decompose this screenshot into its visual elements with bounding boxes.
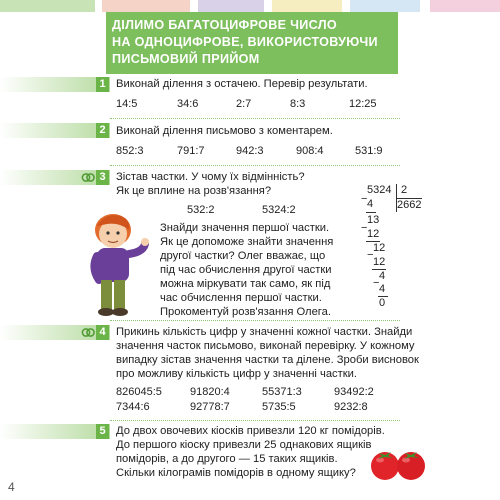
- tab-stripe: [272, 0, 342, 12]
- minus-sign: −: [367, 249, 374, 261]
- expression: 5324:2: [262, 204, 296, 216]
- task-text: Скільки кілограмів помідорів в одному ящику?: [116, 467, 356, 479]
- task-text: значення часток письмово, виконай перевірку. У кожному: [116, 340, 415, 352]
- division-step: 13: [367, 214, 380, 226]
- division-step: 12: [373, 256, 386, 268]
- expression: 532:2: [187, 204, 215, 216]
- tab-stripe: [102, 0, 190, 12]
- task-text: До двох овочевих кіосків привезли 120 кг помідорів.: [116, 425, 385, 437]
- color-tabs: [0, 0, 500, 12]
- task-text: випадку зістав значення частки та ділене. Зроби висновок: [116, 354, 419, 366]
- division-step: 4: [379, 283, 386, 295]
- title-line: ДІЛИМО БАГАТОЦИФРОВЕ ЧИСЛО: [112, 18, 337, 32]
- division-step: 0: [379, 297, 386, 309]
- expression: 12:25: [349, 98, 377, 110]
- task-number: 3: [96, 170, 109, 185]
- long-division: [363, 184, 423, 309]
- task-text: Як це вплине на розв'язання?: [116, 185, 272, 197]
- pair-work-icon: [81, 171, 95, 184]
- task-paragraph: Як це допоможе знайти значення: [160, 236, 334, 248]
- expression: 942:3: [236, 145, 264, 157]
- division-step: 4: [367, 198, 374, 210]
- task-number: 4: [96, 325, 109, 340]
- expression: 92778:7: [190, 401, 230, 413]
- expression: 852:3: [116, 145, 144, 157]
- quotient: 2662: [397, 199, 422, 211]
- task-bar: [0, 77, 110, 92]
- task-text: Виконай ділення письмово з коментарем.: [116, 125, 333, 137]
- dividend: 5324: [367, 184, 392, 196]
- division-step: 4: [379, 270, 386, 282]
- page-number: 4: [8, 480, 15, 494]
- task-number: 5: [96, 424, 109, 439]
- expression: 531:9: [355, 145, 383, 157]
- expression: 8:3: [290, 98, 306, 110]
- expression: 826045:5: [116, 386, 162, 398]
- task-text: Зістав частки. У чому їх відмінність?: [116, 171, 305, 183]
- task-bar: [0, 123, 110, 138]
- separator: [110, 420, 400, 421]
- task-text: Прикинь кількість цифр у значенні кожної частки. Знайди: [116, 326, 413, 338]
- task-text: про можливу кількість цифр у значенні частки.: [116, 368, 358, 380]
- task-paragraph: другої частки? Олег вважає, що: [160, 250, 326, 262]
- minus-sign: −: [361, 222, 368, 234]
- task-paragraph: можна міркувати так само, як під: [160, 278, 331, 290]
- task-number: 1: [96, 77, 109, 92]
- minus-sign: −: [361, 193, 368, 205]
- division-line: [366, 212, 376, 213]
- tab-stripe: [198, 0, 264, 12]
- division-step: 12: [367, 228, 380, 240]
- tab-stripe: [0, 0, 95, 12]
- task-number: 2: [96, 123, 109, 138]
- task-paragraph: Прокоментуй розв'язання Олега.: [160, 306, 331, 318]
- expression: 55371:3: [262, 386, 302, 398]
- tab-stripe: [350, 0, 420, 12]
- task-paragraph: під час обчислення другої частки: [160, 264, 332, 276]
- separator: [110, 118, 400, 119]
- boy-illustration: [75, 208, 155, 320]
- task-bar: [0, 424, 110, 439]
- tomatoes-illustration: [368, 446, 430, 482]
- expression: 5735:5: [262, 401, 296, 413]
- task-paragraph: час обчислення першої частки.: [160, 292, 322, 304]
- expression: 7344:6: [116, 401, 150, 413]
- expression: 93492:2: [334, 386, 374, 398]
- task-text: Виконай ділення з остачею. Перевір результати.: [116, 78, 368, 90]
- pair-work-icon: [81, 326, 95, 339]
- title-line: ПИСЬМОВИЙ ПРИЙОМ: [112, 52, 260, 66]
- expression: 91820:4: [190, 386, 230, 398]
- separator: [110, 320, 400, 321]
- expression: 2:7: [236, 98, 252, 110]
- task-text: До першого кіоску привезли 25 однакових ящиків: [116, 439, 372, 451]
- title-line: НА ОДНОЦИФРОВЕ, ВИКОРИСТОВУЮЧИ: [112, 35, 378, 49]
- separator: [110, 165, 400, 166]
- tab-stripe: [430, 0, 500, 12]
- minus-sign: −: [373, 277, 380, 289]
- division-step: 12: [373, 242, 386, 254]
- task-text: помідорів, а до другого — 15 таких ящиків.: [116, 453, 338, 465]
- lesson-title: [106, 12, 398, 74]
- division-bracket: [396, 198, 422, 199]
- expression: 14:5: [116, 98, 138, 110]
- divisor: 2: [401, 184, 408, 196]
- expression: 791:7: [177, 145, 205, 157]
- expression: 9232:8: [334, 401, 368, 413]
- expression: 34:6: [177, 98, 199, 110]
- task-paragraph: Знайди значення першої частки.: [160, 222, 330, 234]
- expression: 908:4: [296, 145, 324, 157]
